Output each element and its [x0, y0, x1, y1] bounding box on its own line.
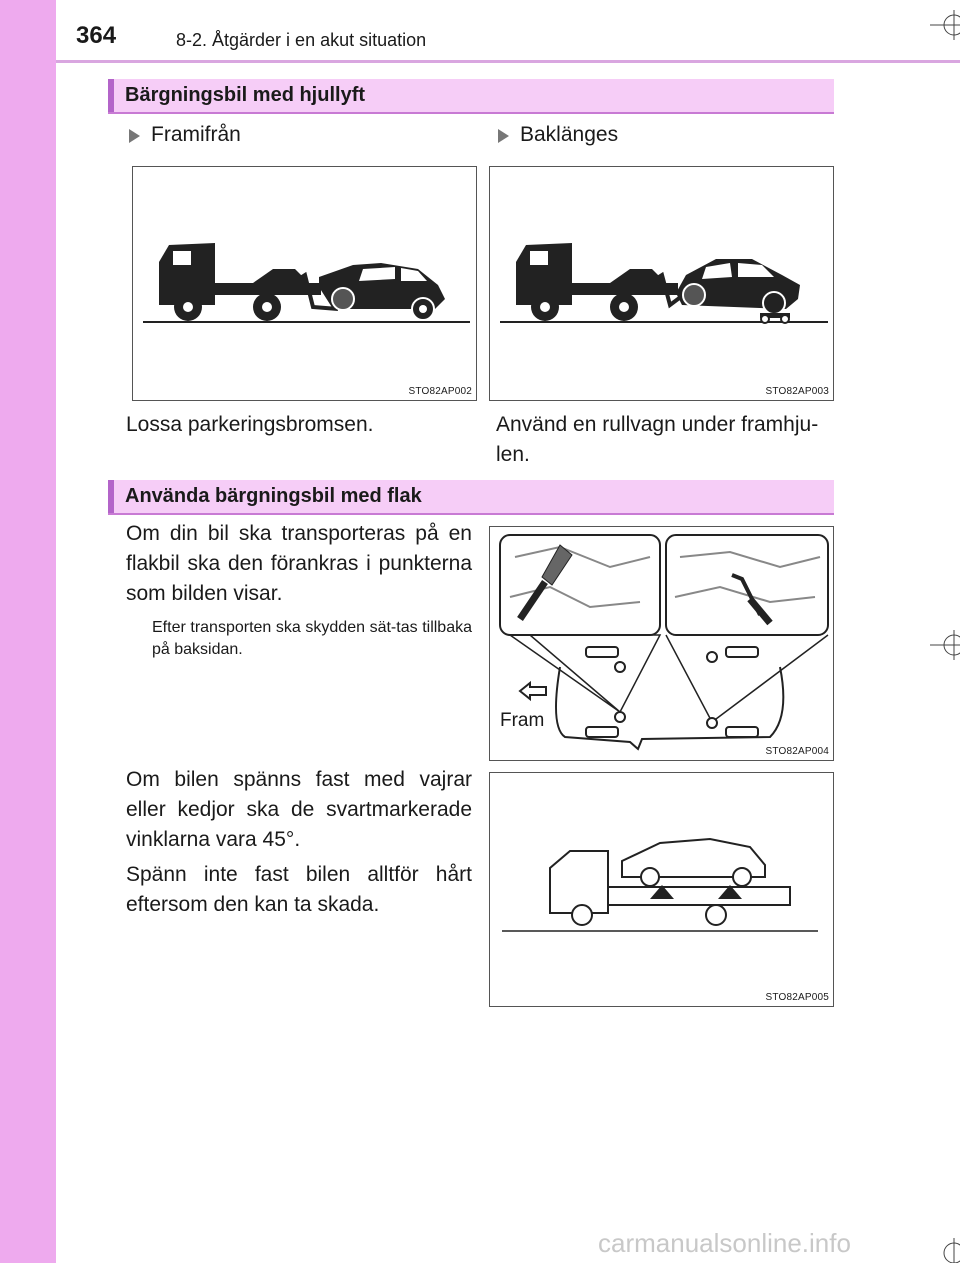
- crop-mark-top-right: [930, 10, 960, 40]
- caption-use-dolly: Använd en rullvagn under framhju-len.: [496, 413, 819, 466]
- crop-mark-mid-right: [930, 630, 960, 660]
- tow-truck-front-illustration: [133, 167, 478, 402]
- note-covers: Efter transporten ska skydden sät-tas tillbaka på baksidan.: [152, 619, 472, 658]
- figure-code: STO82AP004: [765, 746, 829, 757]
- page-number: 364: [76, 22, 117, 49]
- section-header-flatbed: [108, 480, 834, 515]
- section-title: Bärgningsbil med hjullyft: [125, 84, 366, 106]
- figure-code: STO82AP002: [408, 386, 472, 397]
- figure-tow-front: [132, 166, 477, 401]
- figure-code: STO82AP005: [765, 992, 829, 1003]
- paragraph-no-overtighten: Spänn inte fast bilen alltför hårt eftersom den kan ta skada.: [126, 863, 472, 916]
- crop-mark-bottom-right: [930, 1238, 960, 1263]
- page-sidebar: [0, 0, 56, 1263]
- caption-release-brake: Lossa parkeringsbromsen.: [126, 413, 374, 436]
- figure-flatbed-truck: [489, 772, 834, 1007]
- paragraph-chain-angle: Om bilen spänns fast med vajrar eller kedjor ska de svartmarkerade vinklarna vara 45°.: [126, 768, 472, 851]
- section-title: Använda bärgningsbil med flak: [125, 485, 422, 507]
- chapter-title: 8-2. Åtgärder i en akut situation: [176, 30, 427, 50]
- header-rule: [56, 60, 960, 63]
- bullet-triangle-icon: [498, 129, 509, 143]
- section-header-wheel-lift: [108, 79, 834, 114]
- label-backwards: Baklänges: [520, 123, 619, 146]
- figure-code: STO82AP003: [765, 386, 829, 397]
- label-front: Framifrån: [151, 123, 241, 146]
- front-label: Fram: [500, 710, 545, 731]
- watermark: carmanualsonline.info: [598, 1228, 851, 1258]
- tow-truck-backwards-illustration: [490, 167, 835, 402]
- figure-tow-backwards: [489, 166, 834, 401]
- bullet-triangle-icon: [129, 129, 140, 143]
- paragraph-flatbed-anchor: Om din bil ska transporteras på en flakbil ska den förankras i punkterna som bilden visar.: [126, 522, 472, 605]
- flatbed-truck-illustration: [490, 773, 835, 1008]
